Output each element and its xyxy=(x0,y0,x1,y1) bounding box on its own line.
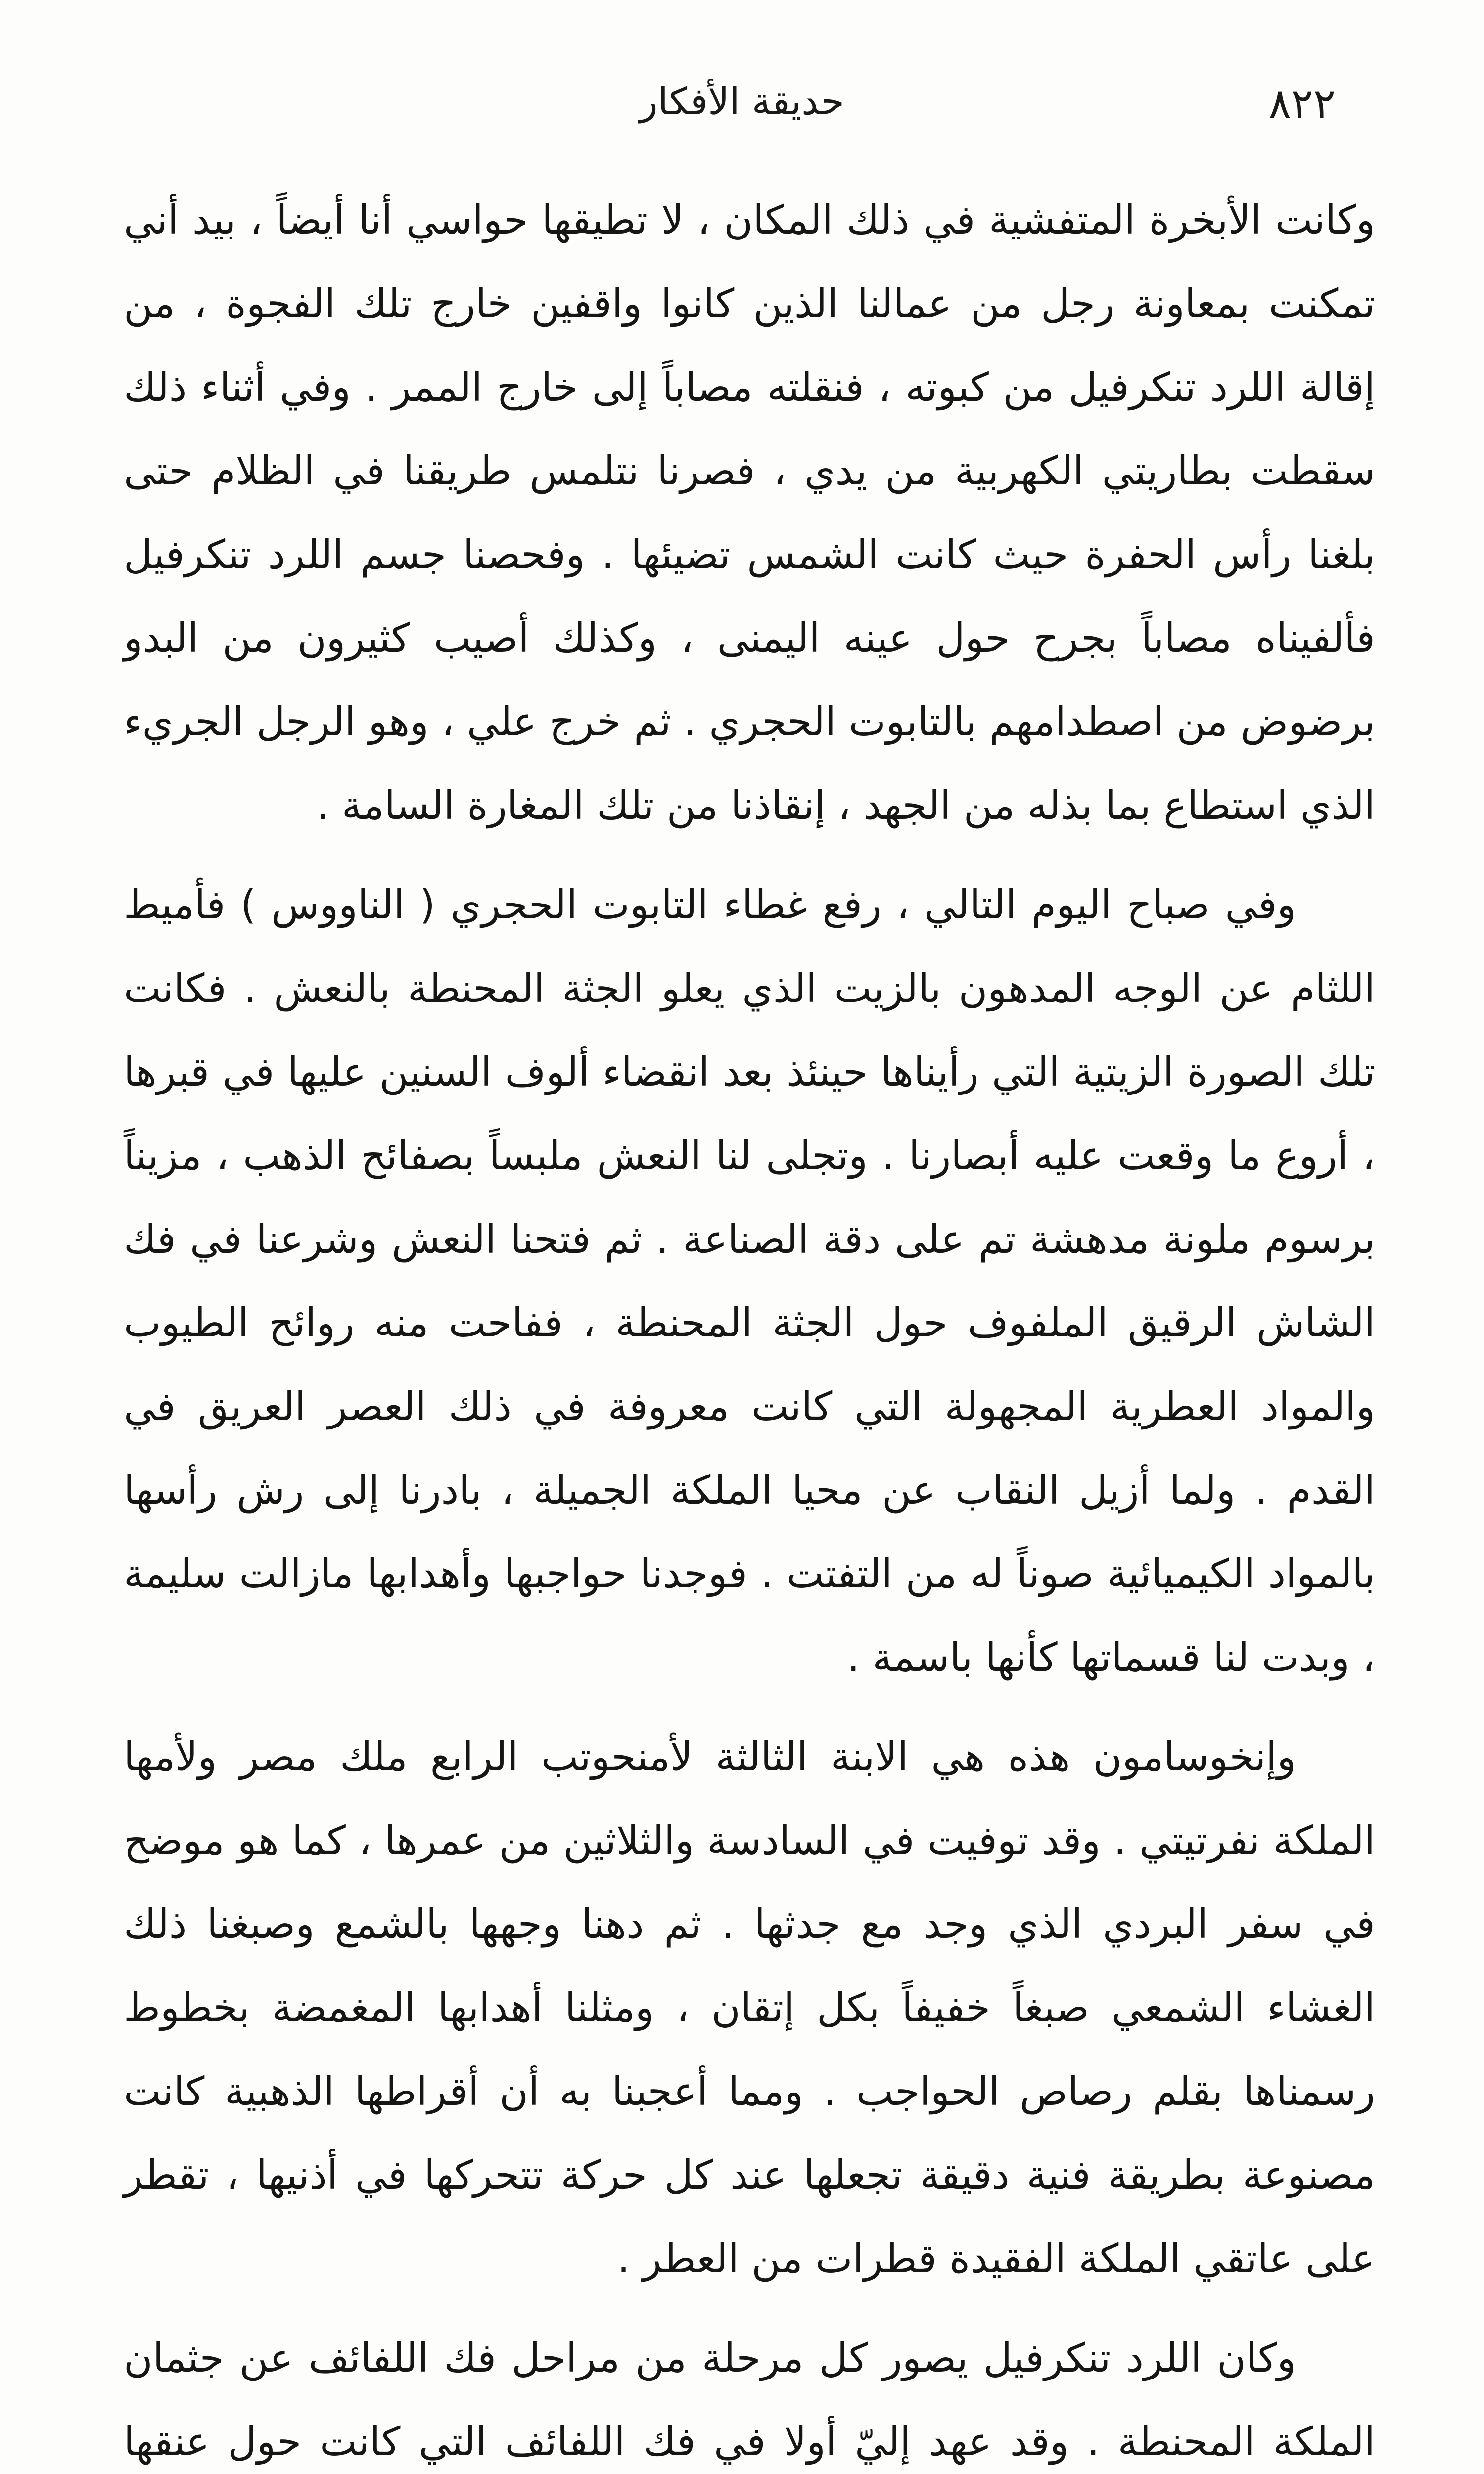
running-title: حديقة الأفكار xyxy=(640,79,844,123)
page-number: ٨٢٢ xyxy=(1268,79,1336,128)
paragraph: وكانت الأبخرة المتفشية في ذلك المكان ، لا تطيقها حواسي أنا أيضاً ، بيد أني تمكنت بمعاونة رجل من عمالنا الذين كانوا واقفين خارج تلك الفجوة ، من إقالة اللرد تنكرفيل من كبوته ، فنقلته مصاباً إلى خارج الممر . وفي أثناء ذلك سقطت بطاريتي الكهربية من يدي ، فصرنا نتلمس طريقنا في الظلام حتى بلغنا رأس الحفرة حيث كانت الشمس تضيئها . وفحصنا جسم اللرد تنكرفيل فألفيناه مصاباً بجرح حول عينه اليمنى ، وكذلك أصيب كثيرون من البدو برضوض من اصطدامهم بالتابوت الحجري . ثم خرج علي ، وهو الرجل الجريء الذي استطاع بما بذله من الجهد ، إنقاذنا من تلك المغارة السامة . xyxy=(124,197,1375,828)
running-header xyxy=(148,79,1336,139)
paragraph: وكان اللرد تنكرفيل يصور كل مرحلة من مراحل فك اللفائف عن جثمان الملكة المحنطة . وقد عهد إليّ أولا في فك اللفائف التي كانت حول عنقها xyxy=(124,2335,1375,2465)
body-text xyxy=(124,178,1375,2474)
paragraph: وفي صباح اليوم التالي ، رفع غطاء التابوت الحجري ( الناووس ) فأميط اللثام عن الوجه المدهون بالزيت الذي يعلو الجثة المحنطة بالنعش . فكانت تلك الصورة الزيتية التي رأيناها حينئذ بعد انقضاء ألوف السنين عليها في قبرها ، أروع ما وقعت عليه أبصارنا . وتجلى لنا النعش ملبساً بصفائح الذهب ، مزيناً برسوم ملونة مدهشة تم على دقة الصناعة . ثم فتحنا النعش وشرعنا في فك الشاش الرقيق الملفوف حول الجثة المحنطة ، ففاحت منه روائح الطيوب والمواد العطرية المجهولة التي كانت معروفة في ذلك العصر العريق في القدم . ولما أزيل النقاب عن محيا الملكة الجميلة ، بادرنا إلى رش رأسها بالمواد الكيميائية صوناً له من التفتت . فوجدنا حواجبها وأهدابها مازالت سليمة ، وبدت لنا قسماتها كأنها باسمة . xyxy=(124,882,1375,1680)
paragraph: وإنخوسامون هذه هي الابنة الثالثة لأمنحوتب الرابع ملك مصر ولأمها الملكة نفرتيتي . وقد توفيت في السادسة والثلاثين من عمرها ، كما هو موضح في سفر البردي الذي وجد مع جدثها . ثم دهنا وجهها بالشمع وصبغنا ذلك الغشاء الشمعي صبغاً خفيفاً بكل إتقان ، ومثلنا أهدابها المغمضة بخطوط رسمناها بقلم رصاص الحواجب . ومما أعجبنا به أن أقراطها الذهبية كانت مصنوعة بطريقة فنية دقيقة تجعلها عند كل حركة تتحركها في أذنيها ، تقطر على عاتقي الملكة الفقيدة قطرات من العطر . xyxy=(124,1734,1375,2282)
